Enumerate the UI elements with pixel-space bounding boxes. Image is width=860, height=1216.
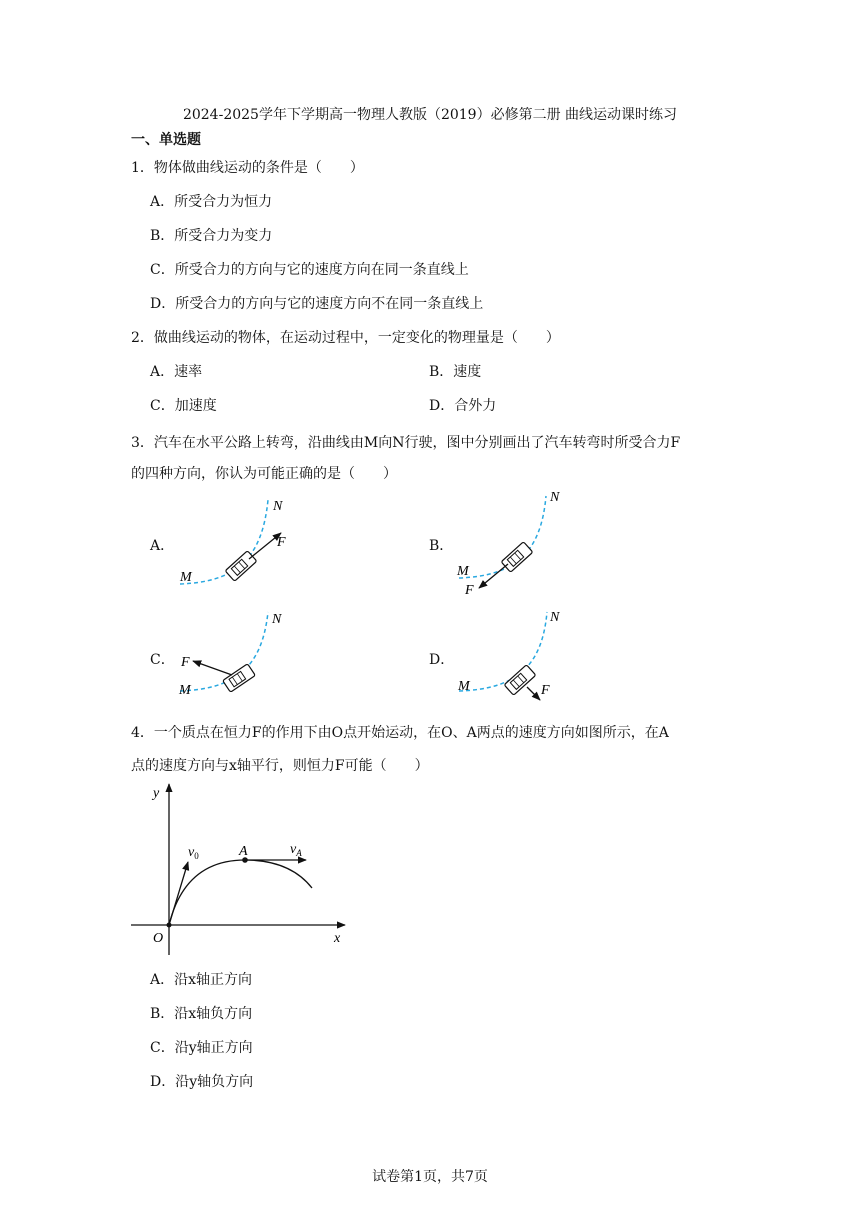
question-3-number: 3．: [131, 435, 154, 451]
q3-a-label-m: M: [180, 570, 192, 585]
q3-option-d-label: D．: [429, 652, 455, 668]
q3-a-label-f: F: [277, 535, 286, 550]
question-3-text-line2: 的四种方向，你认为可能正确的是（ ）: [131, 466, 397, 482]
q3-b-label-m: M: [457, 564, 469, 579]
question-3-text-line1: 汽车在水平公路上转弯，沿曲线由M向N行驶，图中分别画出了汽车转弯时所受合力F: [153, 435, 681, 451]
question-4-number: 4．: [131, 725, 154, 741]
q3-figure-c: [178, 612, 282, 698]
q3-b-label-f: F: [465, 583, 474, 598]
q3-d-label-n: N: [550, 610, 560, 625]
q4-trajectory: [169, 860, 312, 925]
question-1-number: 1．: [131, 160, 154, 176]
q3-option-b-label: B．: [429, 538, 454, 554]
q4-label-x: x: [334, 931, 341, 946]
q2-option-d: D．合外力: [429, 398, 497, 414]
q2-option-a: A．速率: [150, 364, 203, 380]
question-4-text-line2: 点的速度方向与x轴平行，则恒力F可能（ ）: [131, 758, 429, 774]
q4-label-va: $v_A$: [290, 842, 302, 858]
q3-b-label-n: N: [550, 490, 560, 505]
q4-option-c: C．沿y轴正方向: [150, 1040, 253, 1056]
question-1-text: 物体做曲线运动的条件是（ ）: [153, 160, 364, 176]
q1-option-b: B．所受合力为变力: [150, 228, 273, 244]
q4-label-a: A: [239, 844, 248, 859]
q4-figure: [131, 784, 345, 955]
question-4-text-line1: 一个质点在恒力F的作用下由O点开始运动，在O、A两点的速度方向如图所示，在A: [153, 725, 669, 741]
q3-option-c-label: C．: [150, 652, 175, 668]
q3-figure-a: [179, 499, 286, 585]
q3-d-label-f: F: [541, 683, 550, 698]
q4-option-d: D．沿y轴负方向: [150, 1074, 254, 1090]
q1-option-a: A．所受合力为恒力: [150, 194, 273, 210]
page-footer: 试卷第1页，共7页: [372, 1169, 488, 1185]
question-2-number: 2．: [131, 330, 154, 346]
q3-a-label-n: N: [273, 499, 283, 514]
q2-option-c: C．加速度: [150, 398, 217, 414]
q4-option-a: A．沿x轴正方向: [150, 972, 253, 988]
q2-option-b: B．速度: [429, 364, 482, 380]
q3-c-label-f: F: [181, 655, 190, 670]
q3-c-label-m: M: [179, 683, 191, 698]
question-2-text: 做曲线运动的物体，在运动过程中，一定变化的物理量是（ ）: [153, 330, 560, 346]
q1-option-d: D．所受合力的方向与它的速度方向不在同一条直线上: [150, 296, 484, 312]
q4-v0-arrow: [169, 862, 188, 925]
page-title: 2024-2025学年下学期高一物理人教版（2019）必修第二册 曲线运动课时练习: [182, 107, 678, 123]
q3-d-label-m: M: [458, 679, 470, 694]
q1-option-c: C．所受合力的方向与它的速度方向在同一条直线上: [150, 262, 469, 278]
q3-option-a-label: A．: [150, 538, 175, 554]
question-4-stem: [131, 722, 669, 742]
q3-figure-b: [456, 490, 560, 598]
q4-option-b: B．沿x轴负方向: [150, 1006, 253, 1022]
q3-figure-d: [457, 610, 560, 700]
q3-c-label-n: N: [272, 612, 282, 627]
q4-label-v0: $v_0$: [188, 845, 199, 861]
q4-label-o: O: [153, 931, 164, 946]
section-heading: 一、单选题: [131, 132, 201, 148]
q4-label-y: y: [153, 786, 160, 801]
